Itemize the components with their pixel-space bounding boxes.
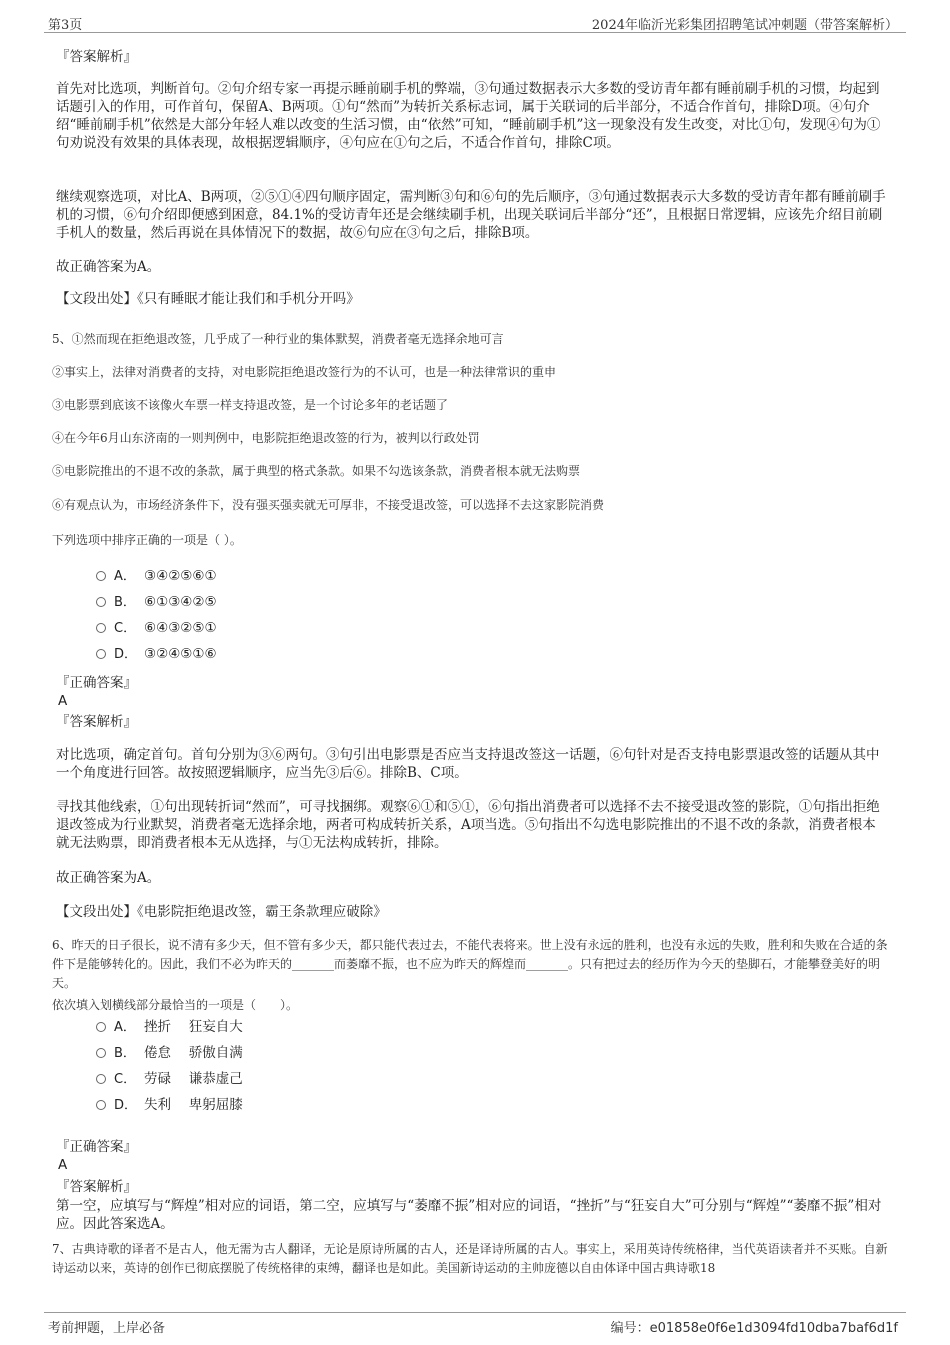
q5-analysis-conclusion: 故正确答案为A。 <box>56 870 161 886</box>
page-footer <box>44 1312 906 1335</box>
q4-analysis-p2: 继续观察选项，对比A、B两项，②⑤①④四句顺序固定，需判断③句和⑥句的先后顺序，③句通过数据表示大多数的受访青年都有睡前刷手机的习惯，⑥句介绍即便感到困意，84.1%的受访青年还是会继续刷手机，出现关联词后半部分“还”，且根据日常逻辑，应该先介绍目前刷手机人的数量，然后再说在具体情况下的数据，故⑥句应在③句之后，排除B项。 <box>56 189 886 241</box>
q6-stem: 6、昨天的日子很长，说不清有多少天，但不管有多少天，都只能代表过去，不能代表将来。世上没有永远的胜利，也没有永远的失败，胜利和失败在合适的条件下是能够转化的。因此，我们不必为昨天的_______而萎靡不振，也不应为昨天的辉煌而_______。只有把过去的经历作为今天的垫脚石，才能攀登美好的明天。 <box>52 938 888 990</box>
radio-icon[interactable] <box>96 1048 106 1058</box>
q5-option-b[interactable]: B． ⑥①③④②⑤ <box>96 592 217 612</box>
page-header <box>44 12 906 33</box>
q4-analysis-label: 『答案解析』 <box>56 49 137 65</box>
q5-line-2: ②事实上，法律对消费者的支持，对电影院拒绝退改签行为的不认可，也是一种法律常识的重申 <box>52 365 557 379</box>
q5-line-4: ④在今年6月山东济南的一则判例中，电影院拒绝退改签的行为，被判以行政处罚 <box>52 431 480 445</box>
q5-line-5: ⑤电影院推出的不退不改的条款，属于典型的格式条款。如果不勾选该条款，消费者根本就无法购票 <box>52 464 581 478</box>
q6-prompt: 依次填入划横线部分最恰当的一项是（ ）。 <box>52 998 299 1012</box>
q5-option-a[interactable]: A． ③④②⑤⑥① <box>96 566 217 586</box>
document-title: 2024年临沂光彩集团招聘笔试冲刺题（带答案解析） <box>591 18 898 33</box>
q5-option-c[interactable]: C． ⑥④③②⑤① <box>96 618 217 638</box>
q5-analysis-label: 『答案解析』 <box>56 714 137 730</box>
radio-icon[interactable] <box>96 649 106 659</box>
q5-line-6: ⑥有观点认为，市场经济条件下，没有强买强卖就无可厚非，不接受退改签，可以选择不去这家影院消费 <box>52 498 605 512</box>
document-id: 编号：e01858e0f6e1d3094fd10dba7baf6d1f <box>610 1321 898 1336</box>
q6-analysis-label: 『答案解析』 <box>56 1179 137 1195</box>
radio-icon[interactable] <box>96 1074 106 1084</box>
q5-source: 【文段出处】《电影院拒绝退改签，霸王条款理应破除》 <box>56 904 387 920</box>
radio-icon[interactable] <box>96 1022 106 1032</box>
q5-option-d[interactable]: D． ③②④⑤①⑥ <box>96 644 217 664</box>
q4-analysis-p1: 首先对比选项，判断首句。②句介绍专家一再提示睡前刷手机的弊端，③句通过数据表示大多数的受访青年都有睡前刷手机的习惯，均起到话题引入的作用，可作首句，保留A、B两项。①句“然而”为转折关系标志词，属于关联词的后半部分，不适合作首句，排除D项。④句介绍“睡前刷手机”依然是大部分年轻人难以改变的生活习惯，由“依然”可知，“睡前刷手机”这一现象没有发生改变，对比①句，发现④句为①句劝说没有效果的具体表现，故根据逻辑顺序，④句应在①句之后，不适合作首句，排除C项。 <box>56 81 881 151</box>
q6-option-d[interactable]: D． 失利 卑躬屈膝 <box>96 1095 243 1115</box>
q6-option-c[interactable]: C． 劳碌 谦恭虚己 <box>96 1069 243 1089</box>
q5-analysis-p1: 对比选项，确定首句。首句分别为③⑥两句。③句引出电影票是否应当支持退改签这一话题，⑥句针对是否支持电影票退改签的话题从其中一个角度进行回答。故按照逻辑顺序，应当先③后⑥。排除B、C项。 <box>56 747 880 781</box>
q5-line-3: ③电影票到底该不该像火车票一样支持退改签，是一个讨论多年的老话题了 <box>52 398 449 412</box>
radio-icon[interactable] <box>96 597 106 607</box>
page-number: 第3页 <box>48 18 83 33</box>
q5-line-1: 5、①然而现在拒绝退改签，几乎成了一种行业的集体默契，消费者毫无选择余地可言 <box>52 332 504 346</box>
q6-correct-label: 『正确答案』 <box>56 1139 137 1155</box>
q6-analysis: 第一空，应填写与“辉煌”相对应的词语，第二空，应填写与“萎靡不振”相对应的词语，“挫折”与“狂妄自大”可分别与“辉煌”“萎靡不振”相对应。因此答案选A。 <box>56 1198 882 1232</box>
q5-prompt: 下列选项中排序正确的一项是（ ）。 <box>52 533 242 547</box>
q5-analysis-p2: 寻找其他线索，①句出现转折词“然而”，可寻找捆绑。观察⑥①和⑤①，⑥句指出消费者可以选择不去不接受退改签的影院，①句指出拒绝退改签成为行业默契，消费者毫无选择余地，两者可构成转折关系，A项当选。⑤句指出不勾选电影院推出的不退不改的条款，消费者根本就无法购票，即消费者根本无从选择，与①无法构成转折，排除。 <box>56 799 880 851</box>
q5-correct-label: 『正确答案』 <box>56 675 137 691</box>
q6-correct-answer: A <box>58 1157 68 1173</box>
q6-option-a[interactable]: A． 挫折 狂妄自大 <box>96 1017 243 1037</box>
radio-icon[interactable] <box>96 1100 106 1110</box>
q6-option-b[interactable]: B． 倦怠 骄傲自满 <box>96 1043 243 1063</box>
q4-analysis-conclusion: 故正确答案为A。 <box>56 259 161 275</box>
radio-icon[interactable] <box>96 571 106 581</box>
radio-icon[interactable] <box>96 623 106 633</box>
q5-correct-answer: A <box>58 693 68 709</box>
q7-stem: 7、古典诗歌的译者不是古人，他无需为古人翻译，无论是原诗所属的古人，还是译诗所属的古人。事实上，采用英诗传统格律，当代英语读者并不买账。自新诗运动以来，英诗的创作已彻底摆脱了传统格律的束缚，翻译也是如此。美国新诗运动的主帅庞德以自由体译中国古典诗歌18 <box>52 1242 888 1275</box>
q4-source: 【文段出处】《只有睡眠才能让我们和手机分开吗》 <box>56 291 360 307</box>
footer-slogan: 考前押题，上岸必备 <box>48 1321 166 1336</box>
